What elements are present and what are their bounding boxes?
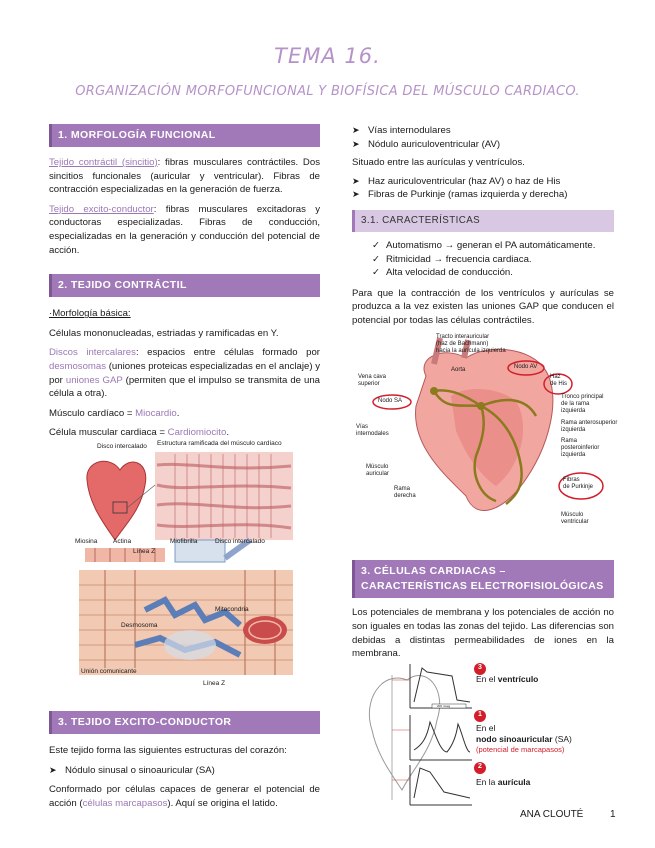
label-rama-anterosuperior — [561, 420, 617, 434]
haz-line1: Haz — [550, 374, 561, 380]
rama-ant-line1: Rama anterosuperior — [561, 420, 618, 426]
label-rama-posteroinferior — [561, 438, 599, 459]
tronco-line3: izquierda — [561, 407, 586, 414]
term-tejido-excito: Tejido excito-conductor — [49, 203, 154, 215]
list-caracteristicas — [372, 239, 614, 280]
rama-der-line1: Rama — [394, 486, 411, 492]
musculo-line — [49, 407, 320, 421]
tracto-line1: Tracto interauricular — [436, 334, 490, 340]
vias-line1: Vías — [356, 424, 369, 430]
tracto-line3: hacia la aurícula izquierda — [436, 347, 506, 354]
section-heading-3b: 3. CÉLULAS CARDIACAS – CARACTERÍSTICAS ELECTROFISIOLÓGICAS — [352, 560, 614, 598]
conduction-system-figure — [356, 336, 618, 532]
paragraph-gap: Para que la contracción de los ventrículos y aurículas se produzca a la vez existen las uniones GAP que conducen el potencial por todas las células contráctiles. — [352, 287, 614, 326]
intro-excito: Este tejido forma las siguientes estructuras del corazón: — [49, 744, 287, 756]
paragraph-conformado — [49, 783, 320, 810]
label-musculo-auricular — [366, 464, 389, 478]
ap-label-nodo-sa — [476, 723, 572, 755]
list-item: ➤ Vías internodulares — [352, 124, 614, 138]
tronco-line1: Tronco principal — [561, 394, 604, 400]
label-desmosoma: Desmosoma — [121, 622, 158, 629]
list-structures-2 — [352, 175, 614, 202]
label-mitocondria: Mitocondria — [215, 606, 249, 613]
ap0-a: En el — [476, 674, 498, 684]
conf-a: Conformado por células capaces de generar el potencial de acción ( — [49, 784, 320, 809]
text-tejido-contractil: : fibras musculares contráctiles. Dos sincitios funcionales (auricular y ventricular). Fibras de contracción especializadas en la generación de fuerza. — [49, 156, 320, 196]
list-item: ➤ Fibras de Purkinje (ramas izquierda y derecha) — [352, 188, 614, 202]
term-gap: uniones GAP — [65, 374, 123, 386]
paragraph-discos — [49, 346, 320, 400]
ap2-b: aurícula — [497, 777, 531, 787]
cardiac-muscle-illustration — [75, 440, 297, 690]
list-item: ✓ Alta velocidad de conducción. — [372, 266, 614, 280]
section-heading-1: 1. MORFOLOGÍA FUNCIONAL — [49, 124, 320, 147]
label-tronco-principal — [561, 394, 603, 415]
label-tracto-interauricular — [436, 334, 506, 355]
left-column-bottom — [49, 711, 320, 810]
rama-post-line1: Rama — [561, 438, 578, 444]
rama-post-line2: posteroinferior — [561, 444, 600, 451]
ap-label-ventriculo — [476, 674, 538, 684]
label-rama-derecha — [394, 486, 416, 500]
label-linea-z-1: Línea Z — [133, 548, 156, 555]
left-column — [49, 124, 320, 440]
haz-line2: de His — [550, 380, 568, 387]
ap-number-1: 1 — [478, 711, 482, 718]
vena-line1: Vena cava — [358, 374, 387, 380]
right-column-bottom — [352, 560, 614, 661]
label-union-comunicante: Unión comunicante — [81, 668, 137, 675]
term-desmosomas: desmosomas — [49, 360, 107, 372]
text-discos-b: (uniones proteicas especializadas en el anclaje) y por — [49, 360, 320, 386]
musc-aur-line1: Músculo — [366, 464, 389, 470]
cells-description: Células mononucleadas, estriadas y ramificadas en Y. — [49, 327, 279, 339]
page-subtitle: ORGANIZACIÓN MORFOFUNCIONAL Y BIOFÍSICA DEL MÚSCULO CARDIACO. — [75, 84, 580, 99]
paragraph-potenciales: Los potenciales de membrana y los potenciales de acción no son iguales en todas las zonas del tejido. Las diferencias son debidas a distintas permeabilidades de iones en la membrana. — [352, 607, 614, 660]
label-fibras-purkinje — [563, 477, 593, 491]
musc-ven-line2: ventricular — [561, 518, 589, 525]
fibras-line2: de Purkinje — [563, 483, 594, 490]
list-item: ✓ Ritmicidad → frecuencia cardiaca. — [372, 253, 614, 267]
ap-number-2: 2 — [478, 763, 482, 770]
rama-der-line2: derecha — [394, 492, 416, 499]
ap0-b: ventrículo — [497, 674, 539, 684]
label-haz-his — [550, 374, 567, 388]
footer-page-number: 1 — [610, 809, 616, 820]
term-tejido-contractil: Tejido contráctil (sincitio) — [49, 156, 158, 168]
list-item: ✓ Automatismo → generan el PA automáticamente. — [372, 239, 614, 253]
ap-number-3: 3 — [478, 664, 482, 671]
section-heading-3-1: 3.1. CARACTERÍSTICAS — [352, 210, 614, 232]
musc-ven-line1: Músculo — [561, 512, 584, 518]
label-nodo-sa: Nodo SA — [378, 398, 403, 404]
list-item: ➤ Haz auriculoventricular (haz AV) o haz de His — [352, 175, 614, 189]
label-miosina: Miosina — [75, 538, 98, 545]
conf-c: ). Aquí se origina el latido. — [167, 797, 278, 809]
celula-c: . — [226, 427, 229, 439]
footer-author: ANA CLOUTÉ — [520, 809, 584, 820]
paragraph-excito — [49, 203, 320, 257]
heart-conduction-illustration — [356, 336, 618, 532]
label-nodo-av: Nodo AV — [514, 364, 538, 370]
label-miofibrilla: Miofibrilla — [170, 538, 198, 545]
musc-aur-line2: auricular — [366, 470, 390, 477]
text-discos-c: (permiten que el impulso se transmita de una célula a otra). — [49, 374, 321, 400]
ap1-c: (SA) — [552, 733, 572, 744]
label-disco-intercalado-2: Disco intercalado — [215, 538, 265, 545]
text-discos-a: : espacios entre células formado por — [135, 347, 320, 359]
tronco-line2: de la rama — [561, 400, 590, 407]
celula-line — [49, 426, 320, 440]
ap1-a: En el — [476, 723, 496, 733]
list-item: ➤ Nódulo auriculoventricular (AV) — [352, 138, 614, 152]
rama-ant-line2: izquierda — [561, 426, 586, 433]
action-potential-figure — [352, 660, 614, 808]
ap1-d: (potencial de marcapasos) — [476, 745, 565, 755]
vena-line2: superior — [358, 380, 380, 387]
page-title: TEMA 16. — [274, 44, 381, 68]
term-discos: Discos intercalares — [49, 347, 136, 359]
morfologia-basica: ·Morfología básica: — [49, 308, 131, 320]
ap2-a: En la — [476, 777, 498, 787]
paragraph-contractil — [49, 156, 320, 197]
label-linea-z-2: Línea Z — [203, 680, 226, 687]
list-item: ➤ Nódulo sinusal o sinoauricular (SA) — [49, 764, 320, 778]
section-heading-2: 2. TEJIDO CONTRÁCTIL — [49, 274, 320, 297]
label-disco-intercalado: Disco intercalado — [97, 443, 147, 450]
label-vena-cava — [358, 374, 386, 388]
situado-text: Situado entre las aurículas y ventrículos. — [352, 157, 525, 169]
vias-line2: internodales — [356, 430, 389, 437]
label-vias-internodales — [356, 424, 389, 438]
label-aorta: Aorta — [451, 367, 466, 373]
miocardio: Miocardio — [135, 407, 177, 419]
section-heading-3: 3. TEJIDO EXCITO-CONDUCTOR — [49, 711, 320, 734]
scale-label: 200 mseg — [437, 704, 451, 708]
list-nodulo-sa — [49, 764, 320, 778]
ap1-b: nodo sinoauricular — [476, 733, 553, 744]
fibras-line1: Fibras — [563, 477, 580, 483]
rama-post-line3: izquierda — [561, 451, 586, 458]
label-actina: Actina — [113, 538, 132, 545]
right-column — [352, 124, 614, 328]
label-estructura: Estructura ramificada del músculo cardíaco — [157, 440, 282, 447]
list-structures — [352, 124, 614, 151]
celula-a: Célula muscular cardiaca = — [49, 427, 168, 439]
label-musculo-ventricular — [561, 512, 589, 526]
musculo-c: . — [176, 407, 180, 419]
text-tejido-excito: : fibras musculares excitadoras y conductoras especializadas. Fibras de conducción, especializadas en la generación y conducción del potencial de acción. — [49, 203, 320, 256]
cardiac-muscle-figure — [75, 440, 297, 690]
musculo-a: Músculo cardíaco = — [49, 407, 136, 419]
cardiomiocito: Cardiomiocito — [167, 427, 227, 439]
term-celulas-marcapasos: células marcapasos — [82, 797, 168, 809]
ap-label-auricula — [476, 777, 530, 787]
tracto-line2: (haz de Bachmann) — [436, 340, 489, 347]
